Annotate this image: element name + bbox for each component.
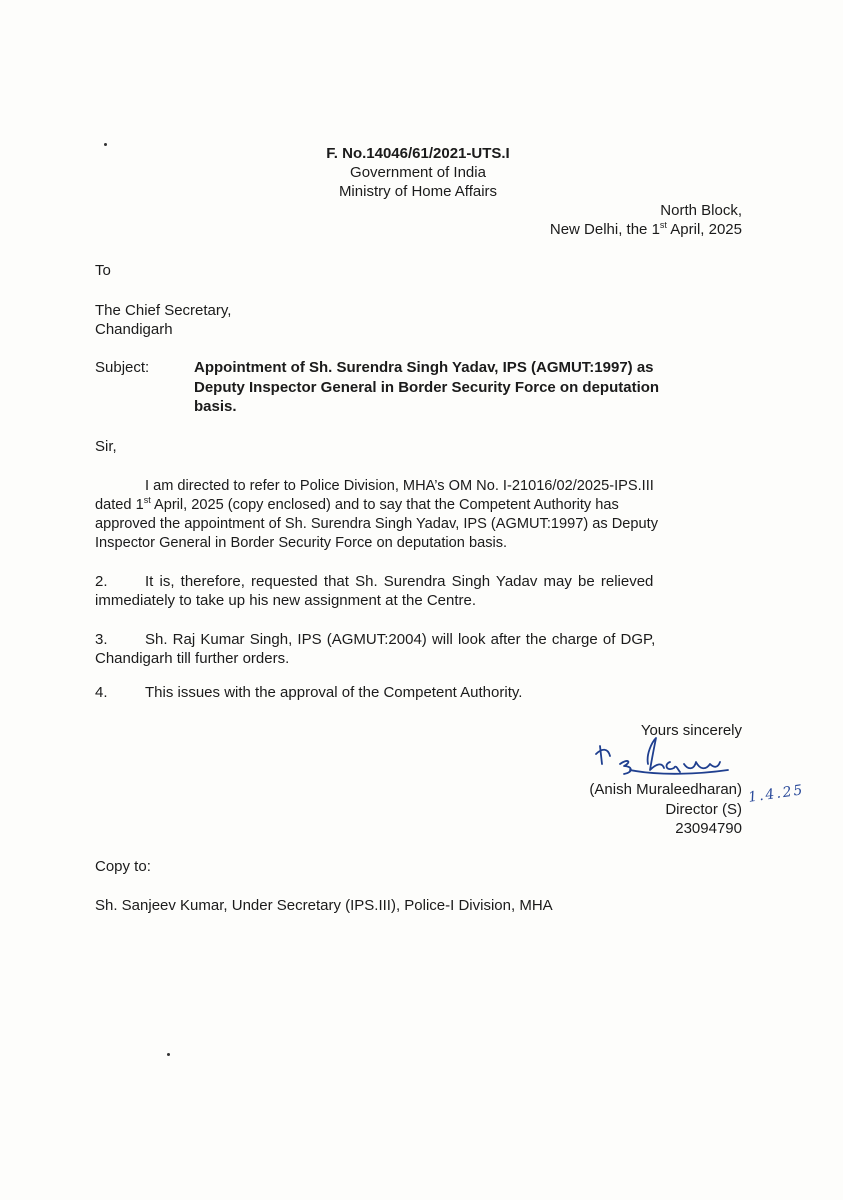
government-line: Government of India [350, 164, 486, 181]
scan-speck [104, 143, 107, 146]
recipient-title: The Chief Secretary, [95, 302, 232, 319]
copy-to-label: Copy to: [95, 858, 151, 875]
date-sup: st [659, 220, 667, 230]
salutation: Sir, [95, 438, 117, 455]
copy-recipient: Sh. Sanjeev Kumar, Under Secretary (IPS.III), Police-I Division, MHA [95, 897, 553, 914]
yours-sincerely: Yours sincerely [640, 722, 742, 739]
para3-line-2: Chandigarh till further orders. [95, 650, 290, 667]
subject-label: Subject: [95, 359, 150, 376]
subject-line-3: basis. [194, 398, 237, 415]
para1-line-1: I am directed to refer to Police Division, MHA’s OM No. I-21016/02/2025-IPS.III [145, 478, 654, 494]
para2-line-2: immediately to take up his new assignment at the Centre. [95, 592, 477, 609]
para3-line-1: Sh. Raj Kumar Singh, IPS (AGMUT:2004) will look after the charge of DGP, [145, 631, 656, 648]
para1-line-2-pre: dated 1 [95, 497, 144, 513]
para3-number: 3. [95, 631, 108, 648]
signatory-phone: 23094790 [675, 820, 742, 837]
scan-speck-bottom [167, 1053, 170, 1056]
file-number: F. No.14046/61/2021-UTS.I [326, 145, 510, 162]
date-suffix: April, 2025 [666, 221, 742, 238]
para2-line-1: It is, therefore, requested that Sh. Surendra Singh Yadav may be relieved [145, 573, 654, 590]
recipient-place: Chandigarh [95, 321, 173, 338]
ministry-line: Ministry of Home Affairs [338, 183, 498, 200]
office-block: North Block, [660, 202, 742, 219]
para1-line-3: approved the appointment of Sh. Surendra Singh Yadav, IPS (AGMUT:1997) as Deputy [95, 516, 658, 532]
signatory-designation: Director (S) [665, 801, 742, 818]
para1-line-2 [95, 495, 619, 515]
para4-text: This issues with the approval of the Competent Authority. [145, 684, 523, 701]
date-prefix: New Delhi, the 1 [549, 221, 660, 238]
handwritten-signature [590, 734, 750, 784]
subject-line-1: Appointment of Sh. Surendra Singh Yadav, IPS (AGMUT:1997) as [194, 359, 654, 376]
para1-line-4: Inspector General in Border Security Force on deputation basis. [95, 535, 508, 551]
signatory-name: (Anish Muraleedharan) [589, 781, 742, 798]
to-label: To [95, 262, 111, 279]
para4-number: 4. [95, 684, 108, 701]
subject-line-2: Deputy Inspector General in Border Security Force on deputation [194, 379, 660, 396]
handwritten-date: 1.4.25 [747, 782, 806, 806]
letter-date [440, 220, 742, 240]
para1-line-2-post: April, 2025 (copy enclosed) and to say that the Competent Authority has [150, 497, 619, 513]
para2-number: 2. [95, 573, 108, 590]
para1-line-2-sup: st [143, 495, 151, 506]
